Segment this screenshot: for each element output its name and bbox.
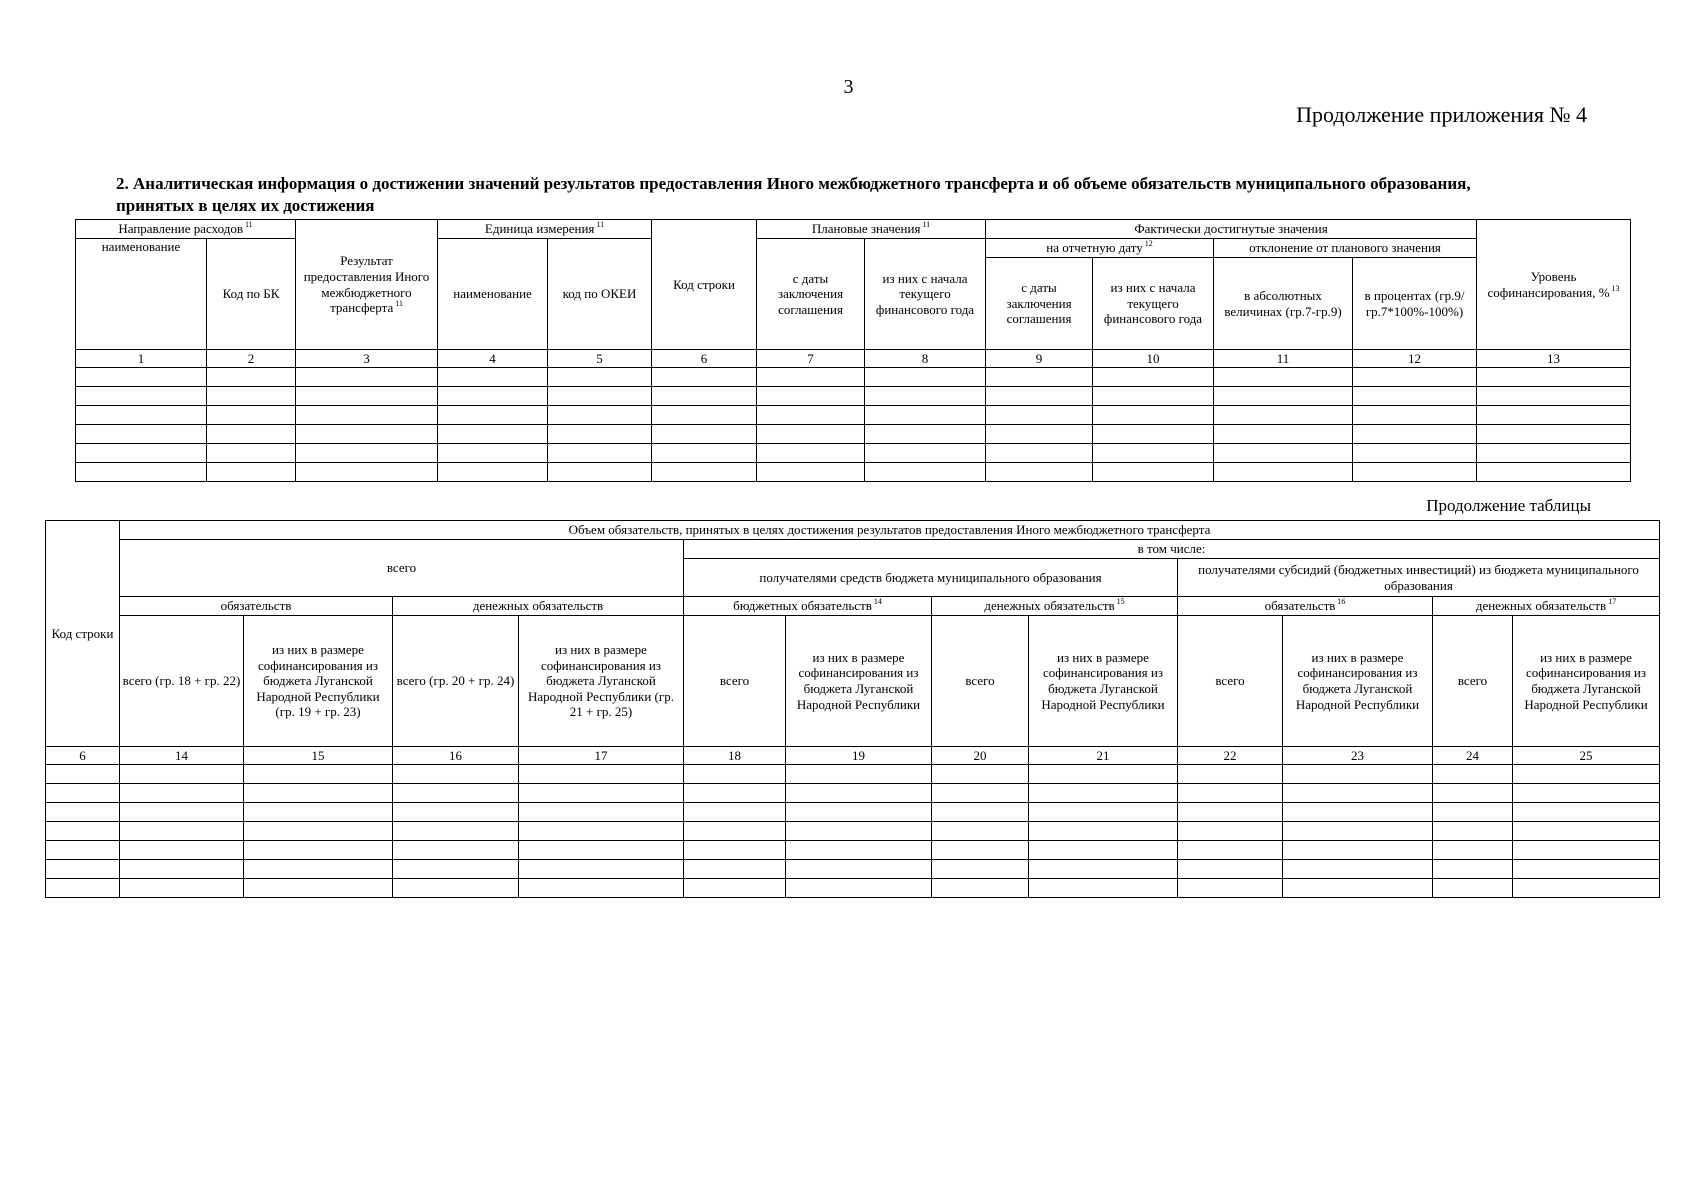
table-cell[interactable]	[1353, 463, 1477, 482]
table-cell[interactable]	[786, 822, 932, 841]
column-number: 22	[1178, 747, 1283, 765]
table-cell[interactable]	[393, 860, 519, 879]
all-header: всего	[932, 616, 1029, 747]
table-cell[interactable]	[548, 368, 652, 387]
table-cell[interactable]	[1433, 841, 1513, 860]
cofin-header: из них в размере софинансирования из бюджета Луганской Народной Республики	[1513, 616, 1660, 747]
table-cell[interactable]	[757, 425, 865, 444]
table-cell[interactable]	[1513, 879, 1660, 898]
table-cell[interactable]	[244, 860, 393, 879]
table-row	[76, 444, 1631, 463]
table-cell[interactable]	[757, 368, 865, 387]
column-number: 7	[757, 350, 865, 368]
table-cell[interactable]	[786, 784, 932, 803]
expense-name-header: наименование	[76, 239, 207, 350]
column-number: 6	[652, 350, 757, 368]
table-cell[interactable]	[865, 463, 986, 482]
table-cell[interactable]	[1477, 463, 1631, 482]
column-number: 12	[1353, 350, 1477, 368]
table-cell[interactable]	[986, 368, 1093, 387]
continuation-label: Продолжение таблицы	[1426, 496, 1591, 515]
table-cell[interactable]	[865, 387, 986, 406]
table-cell[interactable]	[1029, 841, 1178, 860]
table-cell[interactable]	[1093, 463, 1214, 482]
table-cell[interactable]	[1178, 841, 1283, 860]
table-cell[interactable]	[932, 879, 1029, 898]
table-cell[interactable]	[1477, 387, 1631, 406]
subsidy-obligations-header: обязательств $^{16}$	[1178, 597, 1433, 616]
table-cell[interactable]	[1477, 406, 1631, 425]
table-cell[interactable]	[1214, 387, 1353, 406]
table-cell[interactable]	[786, 860, 932, 879]
table-row	[46, 841, 1660, 860]
column-number: 8	[865, 350, 986, 368]
table-cell[interactable]	[1093, 387, 1214, 406]
planned-header: Плановые значения $^{11}$	[757, 220, 986, 239]
column-number: 15	[244, 747, 393, 765]
table-row	[46, 822, 1660, 841]
table-cell[interactable]	[652, 463, 757, 482]
table-cell[interactable]	[1178, 822, 1283, 841]
table2-body	[46, 765, 1660, 898]
table-row	[46, 879, 1660, 898]
table-cell[interactable]	[1178, 784, 1283, 803]
table-cell[interactable]	[120, 879, 244, 898]
table-cell[interactable]	[786, 841, 932, 860]
column-number: 1	[76, 350, 207, 368]
column-number: 16	[393, 747, 519, 765]
table-cell[interactable]	[1283, 822, 1433, 841]
table-cell[interactable]	[1353, 444, 1477, 463]
table-cell[interactable]	[1283, 879, 1433, 898]
table-cell[interactable]	[1353, 387, 1477, 406]
table-cell[interactable]	[120, 803, 244, 822]
column-number: 23	[1283, 747, 1433, 765]
table-cell[interactable]	[548, 444, 652, 463]
table-cell[interactable]	[1178, 860, 1283, 879]
table-cell[interactable]	[296, 444, 438, 463]
including-header: в том числе:	[684, 540, 1660, 559]
table-cell[interactable]	[296, 463, 438, 482]
table-cell[interactable]	[1178, 803, 1283, 822]
table-cell[interactable]	[438, 463, 548, 482]
table-cell[interactable]	[932, 784, 1029, 803]
table-row	[46, 803, 1660, 822]
result-header: Результат предоставления Иного межбюджетного трансферта $^{11}$	[296, 220, 438, 350]
table-cell[interactable]	[986, 444, 1093, 463]
table-cell[interactable]	[1433, 860, 1513, 879]
table-cell[interactable]	[865, 406, 986, 425]
table-row	[76, 406, 1631, 425]
cofin-header: из них в размере софинансирования из бюджета Луганской Народной Республики	[1029, 616, 1178, 747]
total-20-24-header: всего (гр. 20 + гр. 24)	[393, 616, 519, 747]
column-numbers-row	[46, 747, 1660, 765]
table-cell[interactable]	[519, 860, 684, 879]
table-cell[interactable]	[1093, 368, 1214, 387]
table-cell[interactable]	[1029, 879, 1178, 898]
budget-recipients-header: получателями средств бюджета муниципального образования	[684, 559, 1178, 597]
table-cell[interactable]	[519, 822, 684, 841]
bk-code-header: Код по БК	[207, 239, 296, 350]
table-cell[interactable]	[757, 444, 865, 463]
cofin-21-25-header: из них в размере софинансирования из бюджета Луганской Народной Республики (гр. 21 + гр. 25)	[519, 616, 684, 747]
table-cell[interactable]	[1477, 444, 1631, 463]
table-cell[interactable]	[684, 765, 786, 784]
table-cell[interactable]	[438, 406, 548, 425]
table-cell[interactable]	[757, 406, 865, 425]
column-number: 18	[684, 747, 786, 765]
table-cell[interactable]	[1283, 841, 1433, 860]
obligations-table	[45, 520, 1660, 898]
table-cell[interactable]	[120, 822, 244, 841]
unit-header: Единица измерения $^{11}$	[438, 220, 652, 239]
table-cell[interactable]	[46, 784, 120, 803]
column-number: 20	[932, 747, 1029, 765]
table-cell[interactable]	[207, 387, 296, 406]
table-cell[interactable]	[207, 406, 296, 425]
table-cell[interactable]	[1513, 860, 1660, 879]
table-cell[interactable]	[1433, 765, 1513, 784]
table-cell[interactable]	[932, 822, 1029, 841]
okei-code-header: код по ОКЕИ	[548, 239, 652, 350]
table-cell[interactable]	[786, 803, 932, 822]
column-number: 11	[1214, 350, 1353, 368]
table-row	[76, 387, 1631, 406]
deviation-header: отклонение от планового значения	[1214, 239, 1477, 258]
page-number: 3	[843, 76, 854, 98]
column-number: 2	[207, 350, 296, 368]
column-numbers-row	[76, 350, 1631, 368]
table-cell[interactable]	[296, 387, 438, 406]
table-row	[46, 860, 1660, 879]
table-cell[interactable]	[684, 841, 786, 860]
table-cell[interactable]	[1214, 444, 1353, 463]
actual-header: Фактически достигнутые значения	[986, 220, 1477, 239]
table-cell[interactable]	[986, 406, 1093, 425]
table-cell[interactable]	[438, 387, 548, 406]
report-date-header: на отчетную дату $^{12}$	[986, 239, 1214, 258]
table-cell[interactable]	[1477, 368, 1631, 387]
table-cell[interactable]	[46, 841, 120, 860]
table-cell[interactable]	[519, 841, 684, 860]
all-header: всего	[1433, 616, 1513, 747]
table-cell[interactable]	[519, 803, 684, 822]
table-cell[interactable]	[548, 463, 652, 482]
table-cell[interactable]	[296, 368, 438, 387]
planned-from-year-start-header: из них с начала текущего финансового года	[865, 239, 986, 350]
table-cell[interactable]	[1178, 765, 1283, 784]
table-cell[interactable]	[46, 803, 120, 822]
all-header: всего	[684, 616, 786, 747]
column-number: 14	[120, 747, 244, 765]
cofinancing-level-header: Уровень софинансирования, % $^{13}$	[1477, 220, 1631, 350]
table-cell[interactable]	[652, 444, 757, 463]
deviation-absolute-header: в абсолютных величинах (гр.7-гр.9)	[1214, 258, 1353, 350]
table-cell[interactable]	[932, 860, 1029, 879]
table-cell[interactable]	[865, 425, 986, 444]
deviation-percent-header: в процентах (гр.9/гр.7*100%-100%)	[1353, 258, 1477, 350]
table-cell[interactable]	[1093, 444, 1214, 463]
table-cell[interactable]	[207, 444, 296, 463]
table-cell[interactable]	[120, 841, 244, 860]
table-cell[interactable]	[1513, 765, 1660, 784]
planned-from-agreement-header: с даты заключения соглашения	[757, 239, 865, 350]
table-cell[interactable]	[393, 841, 519, 860]
obligations-header: обязательств	[120, 597, 393, 616]
column-number: 25	[1513, 747, 1660, 765]
table-cell[interactable]	[207, 463, 296, 482]
table-row	[76, 463, 1631, 482]
section-title: 2. Аналитическая информация о достижении значений результатов предоставления Иного межбюджетного трансферта и об объеме обязательств муниципального образования, принятых в целях их достижения	[116, 174, 1471, 215]
table-row	[76, 368, 1631, 387]
table-cell[interactable]	[1353, 368, 1477, 387]
table1-body	[76, 368, 1631, 482]
table-cell[interactable]	[76, 368, 207, 387]
table-cell[interactable]	[244, 879, 393, 898]
table-cell[interactable]	[986, 387, 1093, 406]
table-cell[interactable]	[1093, 425, 1214, 444]
table-cell[interactable]	[46, 765, 120, 784]
actual-from-year-start-header: из них с начала текущего финансового года	[1093, 258, 1214, 350]
table-cell[interactable]	[296, 425, 438, 444]
table-row	[46, 765, 1660, 784]
table-cell[interactable]	[438, 425, 548, 444]
table-cell[interactable]	[786, 879, 932, 898]
achievement-table	[75, 219, 1631, 482]
table-cell[interactable]	[1353, 425, 1477, 444]
table-cell[interactable]	[1513, 803, 1660, 822]
table-cell[interactable]	[393, 822, 519, 841]
column-number: 13	[1477, 350, 1631, 368]
table-cell[interactable]	[684, 803, 786, 822]
table-cell[interactable]	[757, 463, 865, 482]
table-cell[interactable]	[684, 860, 786, 879]
table-cell[interactable]	[120, 765, 244, 784]
subsidy-recipients-header: получателями субсидий (бюджетных инвестиций) из бюджета муниципального образования	[1178, 559, 1660, 597]
column-number: 5	[548, 350, 652, 368]
table-cell[interactable]	[1214, 463, 1353, 482]
table-cell[interactable]	[46, 822, 120, 841]
table-cell[interactable]	[652, 387, 757, 406]
row-code-header: Код строки	[652, 220, 757, 350]
appendix-title: Продолжение приложения № 4	[1296, 102, 1587, 127]
table-cell[interactable]	[76, 387, 207, 406]
table-cell[interactable]	[1433, 879, 1513, 898]
table-cell[interactable]	[1433, 784, 1513, 803]
table-cell[interactable]	[244, 765, 393, 784]
table-cell[interactable]	[76, 463, 207, 482]
column-number: 19	[786, 747, 932, 765]
table-cell[interactable]	[207, 368, 296, 387]
cofin-header: из них в размере софинансирования из бюджета Луганской Народной Республики	[786, 616, 932, 747]
table-cell[interactable]	[986, 425, 1093, 444]
table-cell[interactable]	[1477, 425, 1631, 444]
table-cell[interactable]	[1029, 860, 1178, 879]
table-cell[interactable]	[393, 879, 519, 898]
table-cell[interactable]	[757, 387, 865, 406]
table-cell[interactable]	[786, 765, 932, 784]
table-cell[interactable]	[1283, 803, 1433, 822]
table-cell[interactable]	[1029, 803, 1178, 822]
table-cell[interactable]	[46, 860, 120, 879]
table-cell[interactable]	[1513, 841, 1660, 860]
table-cell[interactable]	[1214, 425, 1353, 444]
table-cell[interactable]	[865, 444, 986, 463]
table-cell[interactable]	[684, 822, 786, 841]
column-number: 17	[519, 747, 684, 765]
table-cell[interactable]	[1283, 784, 1433, 803]
expense-direction-header: Направление расходов $^{11}$	[76, 220, 296, 239]
table-cell[interactable]	[986, 463, 1093, 482]
table-cell[interactable]	[684, 879, 786, 898]
column-number: 21	[1029, 747, 1178, 765]
table-cell[interactable]	[1029, 784, 1178, 803]
table-cell[interactable]	[652, 406, 757, 425]
column-number: 10	[1093, 350, 1214, 368]
table-cell[interactable]	[244, 784, 393, 803]
table-cell[interactable]	[1214, 406, 1353, 425]
column-number: 4	[438, 350, 548, 368]
table-cell[interactable]	[1093, 406, 1214, 425]
table-cell[interactable]	[1214, 368, 1353, 387]
table-cell[interactable]	[1178, 879, 1283, 898]
table-cell[interactable]	[46, 879, 120, 898]
table-cell[interactable]	[1283, 765, 1433, 784]
table-cell[interactable]	[393, 803, 519, 822]
table-cell[interactable]	[684, 784, 786, 803]
table-row	[46, 784, 1660, 803]
cofin-header: из них в размере софинансирования из бюджета Луганской Народной Республики	[1283, 616, 1433, 747]
table-cell[interactable]	[519, 784, 684, 803]
table-cell[interactable]	[519, 765, 684, 784]
row-code-header: Код строки	[46, 521, 120, 747]
table-cell[interactable]	[548, 387, 652, 406]
table-cell[interactable]	[1029, 765, 1178, 784]
table-cell[interactable]	[120, 784, 244, 803]
total-header: всего	[120, 540, 684, 597]
table-cell[interactable]	[438, 444, 548, 463]
table-cell[interactable]	[296, 406, 438, 425]
table-row	[76, 425, 1631, 444]
column-number: 9	[986, 350, 1093, 368]
table-cell[interactable]	[1513, 822, 1660, 841]
column-number: 24	[1433, 747, 1513, 765]
table-cell[interactable]	[120, 860, 244, 879]
table-cell[interactable]	[865, 368, 986, 387]
table-cell[interactable]	[652, 425, 757, 444]
table-cell[interactable]	[393, 765, 519, 784]
cofin-19-23-header: из них в размере софинансирования из бюджета Луганской Народной Республики (гр. 19 + гр. 23)	[244, 616, 393, 747]
table-cell[interactable]	[244, 822, 393, 841]
table-cell[interactable]	[1433, 803, 1513, 822]
table-cell[interactable]	[1353, 406, 1477, 425]
table-cell[interactable]	[207, 425, 296, 444]
column-number: 3	[296, 350, 438, 368]
subsidy-monetary-obligations-header: денежных обязательств $^{17}$	[1433, 597, 1660, 616]
actual-from-agreement-header: с даты заключения соглашения	[986, 258, 1093, 350]
table-cell[interactable]	[393, 784, 519, 803]
table-cell[interactable]	[1513, 784, 1660, 803]
budget-obligations-header: бюджетных обязательств $^{14}$	[684, 597, 932, 616]
table-cell[interactable]	[1433, 822, 1513, 841]
table-cell[interactable]	[76, 444, 207, 463]
table-cell[interactable]	[76, 406, 207, 425]
table-cell[interactable]	[548, 425, 652, 444]
table-cell[interactable]	[519, 879, 684, 898]
table-cell[interactable]	[244, 803, 393, 822]
table-cell[interactable]	[548, 406, 652, 425]
table-cell[interactable]	[652, 368, 757, 387]
table-cell[interactable]	[1283, 860, 1433, 879]
unit-name-header: наименование	[438, 239, 548, 350]
monetary-obligations-header: денежных обязательств	[393, 597, 684, 616]
table-cell[interactable]	[438, 368, 548, 387]
total-18-22-header: всего (гр. 18 + гр. 22)	[120, 616, 244, 747]
table-cell[interactable]	[932, 803, 1029, 822]
volume-header: Объем обязательств, принятых в целях достижения результатов предоставления Иного межбюджетного трансферта	[120, 521, 1660, 540]
budget-monetary-obligations-header: денежных обязательств $^{15}$	[932, 597, 1178, 616]
table-cell[interactable]	[244, 841, 393, 860]
all-header: всего	[1178, 616, 1283, 747]
table-cell[interactable]	[1029, 822, 1178, 841]
table-cell[interactable]	[932, 765, 1029, 784]
table-cell[interactable]	[76, 425, 207, 444]
table-cell[interactable]	[932, 841, 1029, 860]
column-number: 6	[46, 747, 120, 765]
